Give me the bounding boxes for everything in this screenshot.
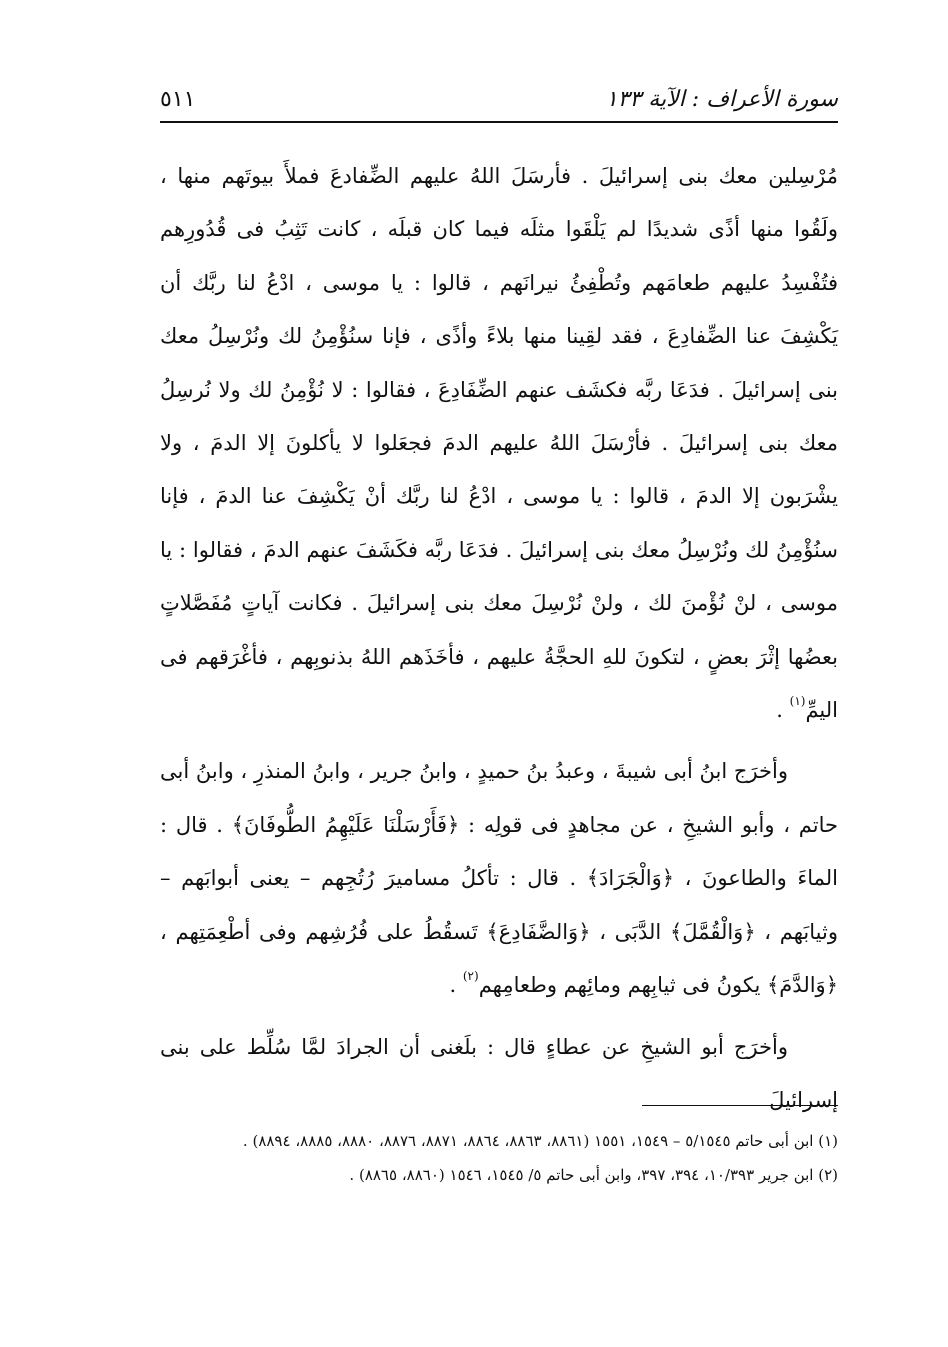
footnote-1: (١) ابن أبى حاتم ٥/١٥٤٥ – ١٥٤٩، ١٥٥١ (٨٨٦١، ٨٨٦٣، ٨٨٦٤، ٨٨٧١، ٨٨٧٦، ٨٨٨٠، ٨٨٨٥، ٨٨٩٤) . <box>242 1132 838 1150</box>
running-title: سورة الأعراف : الآية ١٣٣ <box>605 87 838 112</box>
quran-quote-4: ﴿وَالضَّفَادِعَ﴾ <box>486 919 591 944</box>
paragraph-2-seg3: . قال : تأكلُ مساميرَ رُتُجِهم – يعنى أبوابَهم – وثيابَهم ، <box>160 866 838 944</box>
paragraph-2-seg2: . قال : الماءَ والطاعونَ ، <box>160 812 839 891</box>
paragraph-3-text: وأخرَج أبو الشيخِ عن عطاءٍ قال : بلَغنى أن الجرادَ لمَّا سُلِّط على بنى إسرائيلَ <box>160 1034 838 1112</box>
quran-quote-3: ﴿وَالْقُمَّلَ﴾ <box>669 919 756 944</box>
footnotes <box>160 1124 838 1192</box>
paragraph-2-seg6: يكونُ فى ثيابِهم ومائِهم وطعامِهم <box>478 973 767 998</box>
footnote-rule <box>642 1105 838 1106</box>
page-number: ٥١١ <box>160 87 196 112</box>
quran-quote-5: ﴿وَالدَّمَ﴾ <box>766 973 838 998</box>
paragraph-2-seg5: تَسقُطُ على فُرُشِهم وفى أطْعِمَتِهم ، <box>160 919 487 944</box>
header-rule <box>160 121 838 123</box>
paragraph-2-end: . <box>449 973 463 998</box>
footnote-2: (٢) ابن جرير ١٠/٣٩٣، ٣٩٤، ٣٩٧، وابن أبى حاتم ٥/ ١٥٤٥، ١٥٤٦ (٨٨٦٠، ٨٨٦٥) . <box>349 1166 838 1184</box>
quran-quote-1: ﴿فَأَرْسَلْنَا عَلَيْهِمُ الطُّوفَانَ﴾ <box>231 812 460 837</box>
paragraph-3 <box>160 1021 838 1128</box>
paragraph-2 <box>160 745 838 1012</box>
paragraph-1-text: مُرْسِلين معك بنى إسرائيلَ . فأرسَلَ اللهُ عليهم الضِّفادعَ فملأَ بيوتَهم منها ، ولَقُوا منها أذًى شديدًا لم يَلْقَوا مثلَه فيما كان قبلَه ، كانت تَثِبُ فى قُدُورِهم فتُفْسِدُ عليهم طعامَهم وتُطْفِئُ نيرانَهم ، قالوا : يا موسى ، ادْعُ لنا ربَّك أن يَكْشِفَ عنا الضِّفادِعَ ، فقد لقِينا منها بلاءً وأذًى ، فإنا سنُؤْمِنُ لك ونُرْسِلُ معك بنى إسرائيلَ . فدَعَا ربَّه فكشَف عنهم الضِّفَادِعَ ، فقالوا : لا نُؤْمِنُ لك ولا نُرسِلُ معك بنى إسرائيلَ . فأرْسَلَ اللهُ عليهم الدمَ فجعَلوا لا يأكلونَ إلا الدمَ ، ولا يشْرَبون إلا الدمَ ، قالوا : يا موسى ، ادْعُ لنا ربَّك أنْ يَكْشِفَ عنا الدمَ ، فإنا سنُؤْمِنُ لك ونُرْسِلُ معك بنى إسرائيلَ . فدَعَا ربَّه فكَشَفَ عنهم الدمَ ، فقالوا : يا موسى ، لنْ نُؤْمنَ لك ، ولنْ نُرْسِلَ معك بنى إسرائيلَ . فكانت آياتٍ مُفَصَّلاتٍ بعضُها إثْرَ بعضٍ ، لتكونَ للهِ الحجَّةُ عليهم ، فأخَذَهم اللهُ بذنوبِهم ، فأغْرَقهم فى اليمِّ <box>160 164 838 723</box>
quran-quote-2: ﴿وَالْجَرَادَ﴾ <box>586 866 675 891</box>
footnote-ref-1: (١) <box>789 694 806 709</box>
running-header <box>160 72 838 112</box>
paragraph-1-end: . <box>776 698 790 723</box>
footnote-ref-2: (٢) <box>462 969 479 984</box>
main-text <box>160 150 838 1127</box>
paragraph-2-seg1: وأخرَج ابنُ أبى شيبةَ ، وعبدُ بنُ حميدٍ ، وابنُ جرير ، وابنُ المنذرِ ، وابنُ أبى حاتم ، وأبو الشيخِ ، عن مجاهدٍ فى قولِه : <box>160 759 838 837</box>
paragraph-1 <box>160 150 838 737</box>
paragraph-2-seg4: الدَّبَى ، <box>590 919 670 944</box>
